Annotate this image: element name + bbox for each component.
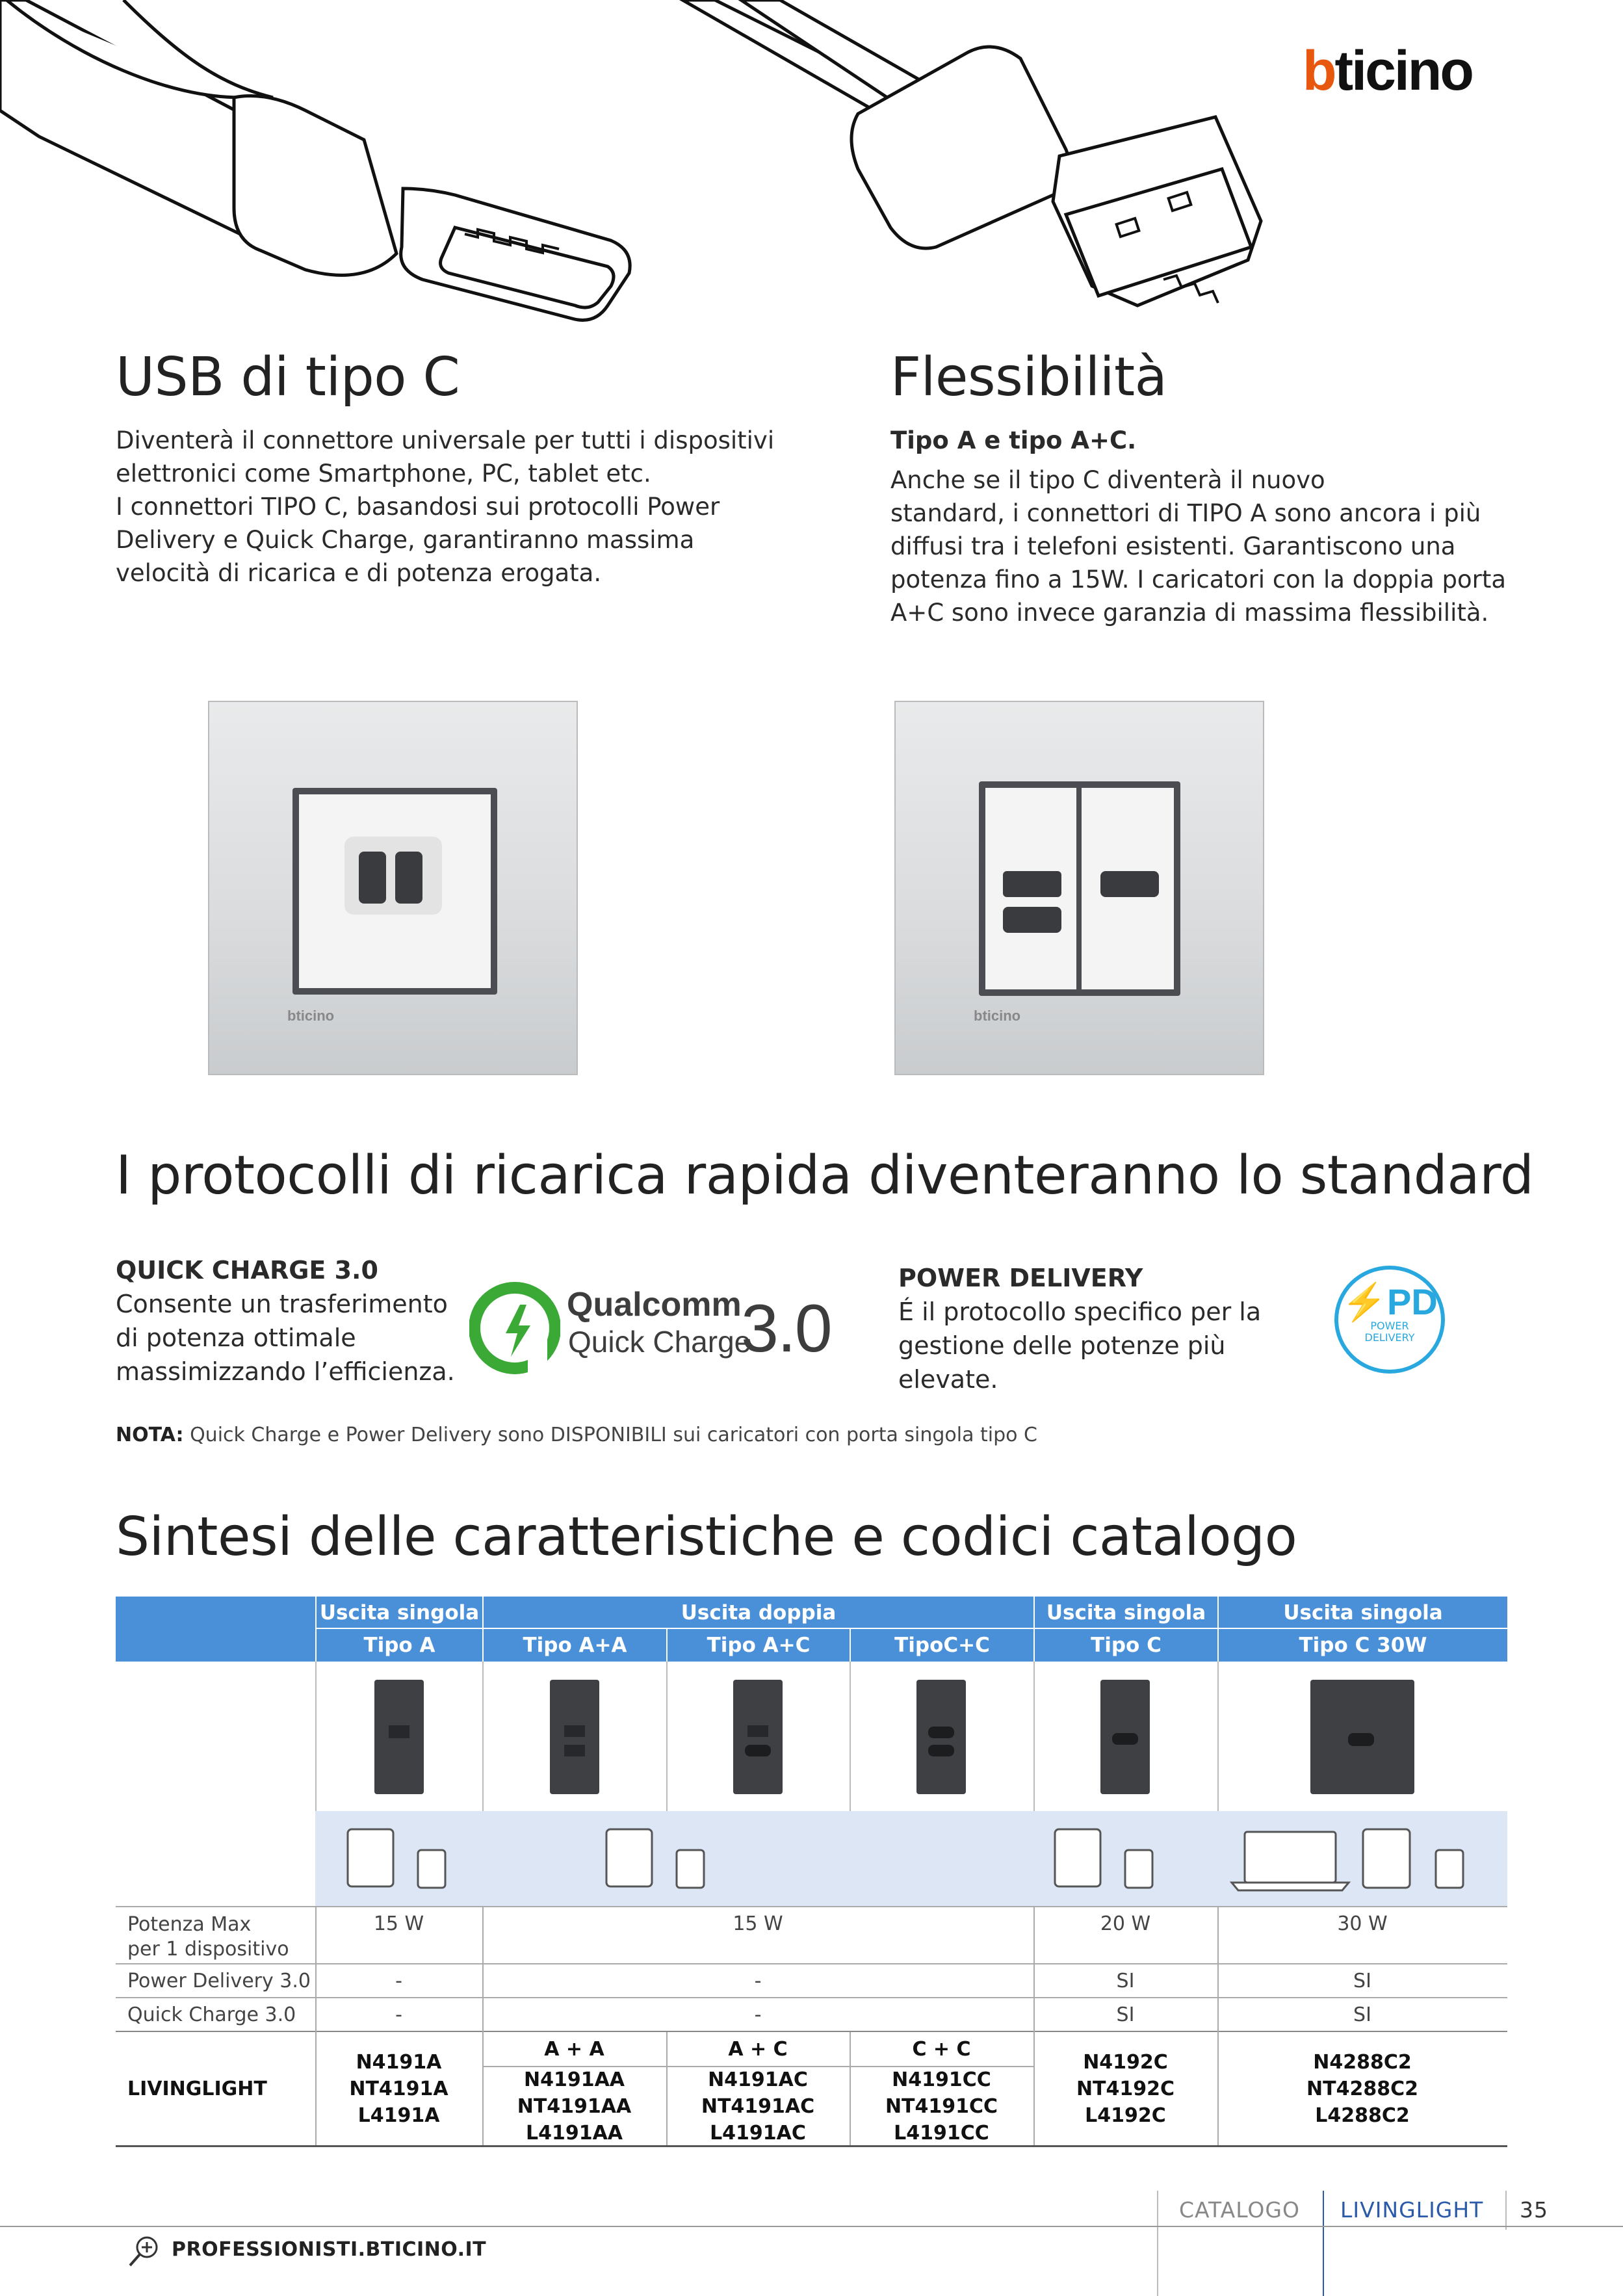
sub-header: A + C [728,2037,788,2061]
group-header: Uscita singola [1033,1597,1217,1629]
footer-section: LIVINGLIGHT [1340,2197,1484,2223]
usb-c-title: USB di tipo C [116,346,460,408]
header-empty-cell [116,1597,315,1662]
page-number: 35 [1520,2197,1548,2223]
flex-title: Flessibilità [890,346,1167,408]
row-label-livinglight: LIVINGLIGHT [127,2077,267,2100]
qc-value: SI [1353,2003,1371,2026]
potenza-value: 30 W [1337,1912,1388,1935]
summary-table [116,1597,1507,2149]
qc-value: - [754,2003,762,2026]
usb-cables-illustration [0,0,1623,338]
sub-header: C + C [912,2037,971,2061]
pd-value: - [754,1969,762,1992]
pd-value: - [395,1969,402,1992]
footer-catalog: CATALOGO [1179,2197,1300,2223]
column-header: TipoC+C [850,1629,1033,1662]
row-label-pd: Power Delivery 3.0 [127,1969,311,1992]
qualcomm-quick-charge-logo: Qualcomm Quick Charge 3.0 [469,1271,824,1388]
column-header: Tipo A+A [482,1629,666,1662]
usb-c-text: Diventerà il connettore universale per tutti i dispositivi elettronici come Smartphone, PC, tablet etc. I connettori TIPO C, basandosi sui protocolli Power Delivery e Quick Charge, garantiranno massima velocità di ricarica e di potenza erogata. [116,426,775,587]
module-tipo-c-image [1100,1680,1150,1794]
qc-value: - [395,2003,402,2026]
usb-ac-socket-photo: bticino [894,701,1264,1075]
laptop-tablet-phone-icon [1225,1823,1498,1893]
pd-text: POWER DELIVERY É il protocollo specifico per la gestione delle potenze più elevate. [898,1264,1262,1394]
power-delivery-logo: ⚡PD POWER DELIVERY [1334,1266,1445,1374]
quick-charge-bolt-icon [469,1271,560,1388]
module-tipo-cc-image [916,1680,966,1794]
product-images-row [116,1662,1507,1811]
group-header: Uscita singola [315,1597,482,1629]
codes-tipo-ac: N4191AC NT4191AC L4191AC [701,2068,815,2145]
codes-tipo-c-30w: N4288C2 NT4288C2 L4288C2 [1306,2050,1418,2127]
footer-divider [1323,2191,1324,2296]
tablet-phone-icon [1050,1825,1167,1890]
column-header: Tipo C 30W [1217,1629,1507,1662]
potenza-value: 15 W [733,1912,783,1935]
flex-text: Tipo A e tipo A+C. Anche se il tipo C diventerà il nuovo standard, i connettori di TIPO A sono ancora i più diffusi tra i telefoni esistenti. Garantiscono una potenza fino a 15W. I caricatori con la doppia porta A+C sono invece garanzia di massima flessibilità. [890,424,1540,629]
footer-divider [1505,2191,1507,2230]
protocols-note: NOTA: Quick Charge e Power Delivery sono DISPONIBILI sui caricatori con porta singola tipo C [116,1424,1037,1446]
pd-value: SI [1116,1969,1135,1992]
bticino-logo: bticino [1303,40,1472,102]
module-tipo-aa-image [550,1680,599,1794]
group-header: Uscita doppia [482,1597,1033,1629]
qc-text: QUICK CHARGE 3.0 Consente un trasferimento di potenza ottimale massimizzando l’efficienza. [116,1256,455,1386]
pd-value: SI [1353,1969,1371,1992]
group-header: Uscita singola [1217,1597,1507,1629]
search-plus-icon [127,2234,161,2268]
module-tipo-a-image [374,1680,424,1794]
row-label-qc: Quick Charge 3.0 [127,2003,296,2026]
protocols-title: I protocolli di ricarica rapida diventeranno lo standard [116,1145,1534,1207]
column-header: Tipo A [315,1629,482,1662]
qc-value: SI [1116,2003,1135,2026]
potenza-value: 15 W [373,1912,424,1935]
device-icons-row [315,1811,1507,1906]
sub-header: A + A [544,2037,604,2061]
module-tipo-c-30w-image [1310,1680,1414,1794]
flex-subtitle: Tipo A e tipo A+C. [890,426,1137,454]
summary-title: Sintesi delle caratteristiche e codici catalogo [116,1506,1297,1568]
codes-tipo-aa: N4191AA NT4191AA L4191AA [517,2068,632,2145]
codes-tipo-c: N4192C NT4192C L4192C [1076,2050,1175,2127]
tablet-phone-icon [601,1825,718,1890]
codes-tipo-a: N4191A NT4191A L4191A [349,2050,448,2127]
potenza-value: 20 W [1100,1912,1151,1935]
usb-c-cable-icon [0,0,630,320]
row-label-potenza: Potenza Max per 1 dispositivo [127,1913,289,1961]
tablet-phone-icon [343,1825,460,1890]
column-header: Tipo A+C [666,1629,850,1662]
footer-rule [0,2226,1623,2227]
usb-c-socket-photo: bticino [208,701,578,1075]
usb-a-cable-icon [682,0,1261,306]
column-header: Tipo C [1033,1629,1217,1662]
codes-tipo-cc: N4191CC NT4191CC L4191CC [885,2068,998,2145]
footer-divider [1157,2191,1158,2296]
module-tipo-ac-image [733,1680,783,1794]
